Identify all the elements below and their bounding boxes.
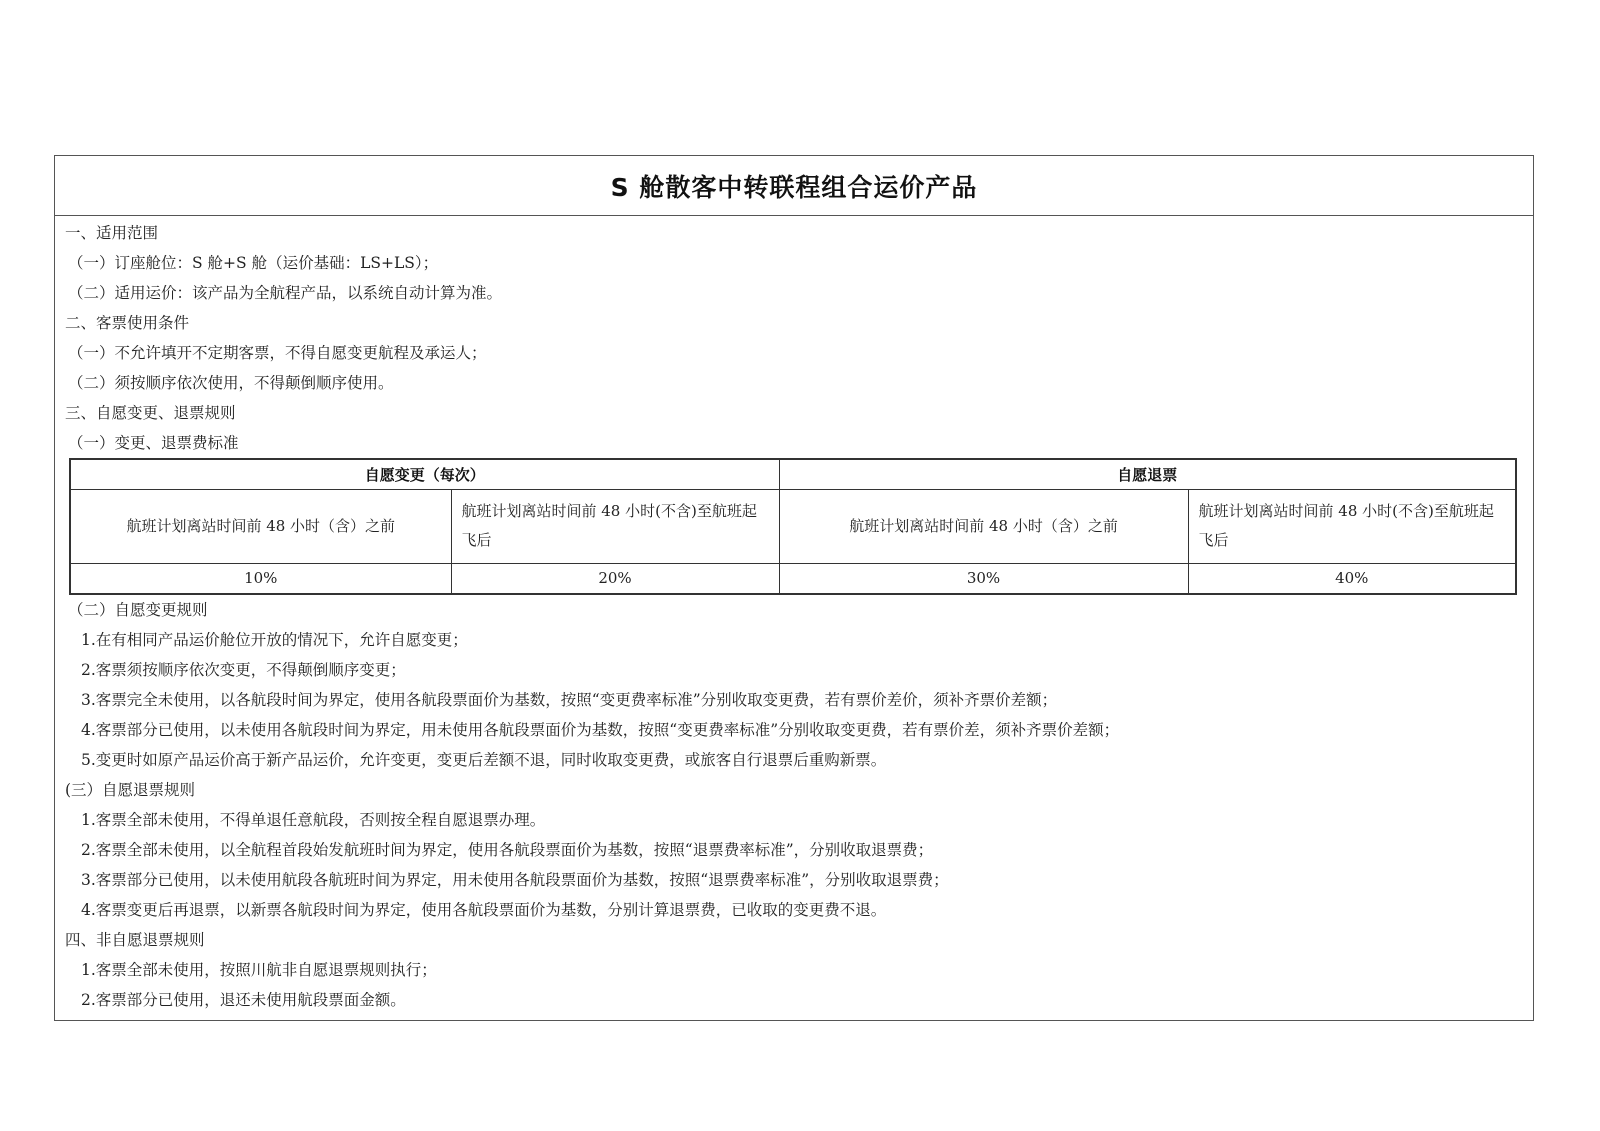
section-heading-involuntary-refund: 四、非自愿退票规则 xyxy=(65,931,205,949)
change-rate-within: 20% xyxy=(451,563,779,594)
refund-rule-4: 4.客票变更后再退票，以新票各航段时间为界定，使用各航段票面价为基数，分别计算退票费，已收取的变更费不退。 xyxy=(81,901,887,919)
title-bar xyxy=(55,156,1533,216)
page-title: S 舱散客中转联程组合运价产品 xyxy=(610,172,978,202)
subheading-refund-rules: (三）自愿退票规则 xyxy=(65,781,196,799)
section-heading-scope: 一、适用范围 xyxy=(65,224,159,242)
section-heading-usage: 二、客票使用条件 xyxy=(65,314,190,332)
subheading-change-rules: （二）自愿变更规则 xyxy=(68,601,208,619)
refund-cond-within-48h: 航班计划离站时间前 48 小时(不含)至航班起飞后 xyxy=(1188,489,1516,563)
change-rule-1: 1.在有相同产品运价舱位开放的情况下，允许自愿变更； xyxy=(81,631,468,649)
change-cond-within-48h: 航班计划离站时间前 48 小时(不含)至航班起飞后 xyxy=(451,489,779,563)
refund-rule-1: 1.客票全部未使用，不得单退任意航段，否则按全程自愿退票办理。 xyxy=(81,811,546,829)
usage-item-1: （一）不允许填开不定期客票，不得自愿变更航程及承运人； xyxy=(68,344,487,362)
fee-table xyxy=(69,458,1517,595)
refund-rule-2: 2.客票全部未使用，以全航程首段始发航班时间为界定，使用各航段票面价为基数，按照“退票费率标准”，分别收取退票费； xyxy=(81,841,934,859)
change-rate-before: 10% xyxy=(70,563,451,594)
fee-table-header-row xyxy=(70,459,1516,489)
fee-table-rate-row xyxy=(70,563,1516,594)
subheading-fee-standard: （一）变更、退票费标准 xyxy=(68,434,239,452)
change-rule-5: 5.变更时如原产品运价高于新产品运价，允许变更，变更后差额不退，同时收取变更费，或旅客自行退票后重购新票。 xyxy=(81,751,887,769)
scope-item-cabin: （一）订座舱位：S 舱+S 舱（运价基础：LS+LS）； xyxy=(68,254,439,272)
change-rule-3: 3.客票完全未使用，以各航段时间为界定，使用各航段票面价为基数，按照“变更费率标准”分别收取变更费，若有票价差价，须补齐票价差额； xyxy=(81,691,1058,709)
fee-table-condition-row xyxy=(70,489,1516,563)
refund-cond-before-48h: 航班计划离站时间前 48 小时（含）之前 xyxy=(779,489,1188,563)
section-heading-change-refund: 三、自愿变更、退票规则 xyxy=(65,404,236,422)
document-frame xyxy=(54,155,1534,1021)
involuntary-rule-1: 1.客票全部未使用，按照川航非自愿退票规则执行； xyxy=(81,961,437,979)
usage-item-2: （二）须按顺序依次使用，不得颠倒顺序使用。 xyxy=(68,374,394,392)
involuntary-rule-2: 2.客票部分已使用，退还未使用航段票面金额。 xyxy=(81,991,406,1009)
document-content xyxy=(55,216,1533,1015)
change-cond-before-48h: 航班计划离站时间前 48 小时（含）之前 xyxy=(70,489,451,563)
refund-rule-3: 3.客票部分已使用，以未使用航段各航班时间为界定，用未使用各航段票面价为基数，按照“退票费率标准”，分别收取退票费； xyxy=(81,871,949,889)
refund-rate-within: 40% xyxy=(1188,563,1516,594)
header-voluntary-refund: 自愿退票 xyxy=(779,459,1516,489)
scope-item-fare: （二）适用运价：该产品为全航程产品，以系统自动计算为准。 xyxy=(68,284,503,302)
change-rule-4: 4.客票部分已使用，以未使用各航段时间为界定，用未使用各航段票面价为基数，按照“变更费率标准”分别收取变更费，若有票价差，须补齐票价差额； xyxy=(81,721,1120,739)
refund-rate-before: 30% xyxy=(779,563,1188,594)
header-voluntary-change: 自愿变更（每次） xyxy=(70,459,779,489)
change-rule-2: 2.客票须按顺序依次变更，不得颠倒顺序变更； xyxy=(81,661,406,679)
